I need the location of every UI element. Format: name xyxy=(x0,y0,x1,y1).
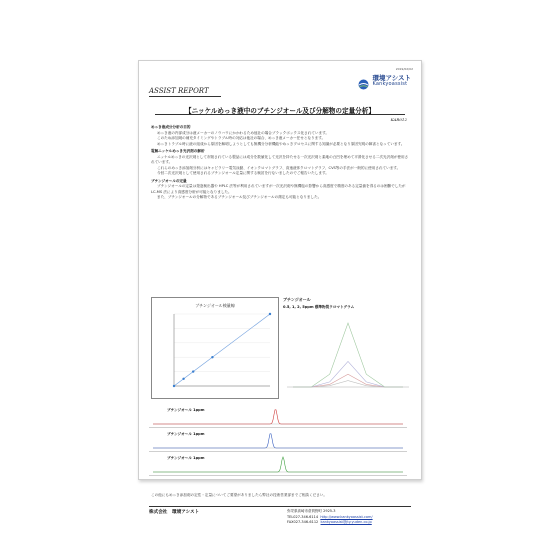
chromatogram-subtitle: 0.5, 1, 2, 5ppm 標準物質クロマトグラム xyxy=(283,305,355,309)
sample-chromatograms xyxy=(149,404,407,476)
calibration-title: ブチンジオール検量線 xyxy=(195,303,235,308)
company-logo xyxy=(358,75,411,87)
data-point xyxy=(269,313,271,315)
report-headline: 【ニッケルめっき液中のブチンジオール及び分解物の定量分析】 xyxy=(185,107,375,115)
document-number: 2019/02/02 xyxy=(395,67,413,71)
contact-block xyxy=(287,509,373,526)
logo-name-jp: 環境アシスト xyxy=(372,74,411,82)
section-heading: 電解ニッケルめっき光沢剤の解析 xyxy=(151,149,205,153)
report-body xyxy=(151,125,411,201)
globe-icon xyxy=(358,75,369,86)
phone-number: TEL027-346-6114 xyxy=(287,514,319,519)
email-link[interactable]: kankyoassist@jty.yuden.co.jp xyxy=(320,520,372,525)
chromatogram-strip xyxy=(149,452,407,476)
section-heading: めっき液成分分析の目的 xyxy=(151,125,191,129)
report-page xyxy=(138,60,422,525)
figures-row xyxy=(151,297,411,397)
chromatogram-strip xyxy=(149,428,407,452)
strip-label: ブチンジオール 1ppm xyxy=(167,408,205,412)
website-link[interactable]: http://www.kankyoassist.com/ xyxy=(320,514,373,519)
section xyxy=(151,179,411,201)
address: 弥栄県高崎市倉賀野町 2925-3 xyxy=(287,509,336,513)
section xyxy=(151,149,411,177)
strip-label: ブチンジオール 1ppm xyxy=(167,432,205,436)
paragraph: また、ブチンジオールの分解物であるブチンジオール及びブチンジオールの測定も可能となりました。 xyxy=(157,195,322,199)
strip-label: ブチンジオール 1ppm xyxy=(167,456,205,460)
chromatogram-panel xyxy=(283,297,413,397)
chromatogram-trace xyxy=(293,381,403,387)
fax-number: FAX027-346-6112 xyxy=(287,520,319,525)
chromatogram-title: ブチンジオール xyxy=(283,297,311,302)
data-point xyxy=(211,356,213,358)
data-point xyxy=(173,385,175,387)
closing-note: この他にもめっき添加剤の定性・定量についてご要望がありましたら弊社の技術営業部までご相談ください。 xyxy=(151,493,327,497)
paragraph: ブチンジオールの定量は発泡検出器や HPLC 法等が利用されていますが一次光沢剤や無機塩の影響から高感度で精度のある定量値を得るのは困難でしたが LC-MS 法により高感度分析が可能となりました。 xyxy=(151,184,406,194)
logo-name-en: Kankyoassist xyxy=(372,80,408,87)
section xyxy=(151,125,411,147)
data-point xyxy=(192,370,194,372)
paragraph: これらのめっき添加剤分析にはキャピラリー電気泳動、イオンクロマトグラフ、高速液体クロマトグラフ、CVS等の手法が一般的に使用されています。 xyxy=(157,165,401,170)
paragraph: このため添加剤の補充タイミングやトラブル時の対応は他社の場合、めっき液メーカー任せとなります。 xyxy=(157,136,326,140)
fit-line xyxy=(174,314,270,386)
paragraph: 今回二次光沢剤として使用されるブチンジオール定量に関する検討を行ないましたのでご報告いたします。 xyxy=(157,171,329,175)
headline-divider xyxy=(155,114,405,115)
paragraph: めっき液の内部成分は液メーカーのノウハウにかかわるため他社の場合ブラックボックス化されています。 xyxy=(157,130,329,135)
series-title: ASSIST REPORT xyxy=(149,87,221,97)
chromatogram-trace xyxy=(293,323,403,387)
report-number: KAR012 xyxy=(390,117,407,122)
chromatogram-strip xyxy=(149,404,407,428)
calibration-chart xyxy=(151,297,279,399)
footer-divider xyxy=(149,506,411,507)
paragraph: めっきトラブル時に液の組成から原因を解明しようとしても無機分分析機能やめっきプロセスに関する知識が必要となり原因究明の障害となっています。 xyxy=(157,141,405,146)
data-point xyxy=(182,378,184,380)
section-heading: ブチンジオールの定量 xyxy=(151,178,187,183)
paragraph: ニッケルめっきの光沢剤として市販されている製品には成分を数値化して光沢を持たせる一次光沢剤と素地の凸凹を埋めて平滑化させる二次光沢剤が使用されています。 xyxy=(151,154,409,164)
company-name: 株式会社 環境アシスト xyxy=(149,510,200,515)
